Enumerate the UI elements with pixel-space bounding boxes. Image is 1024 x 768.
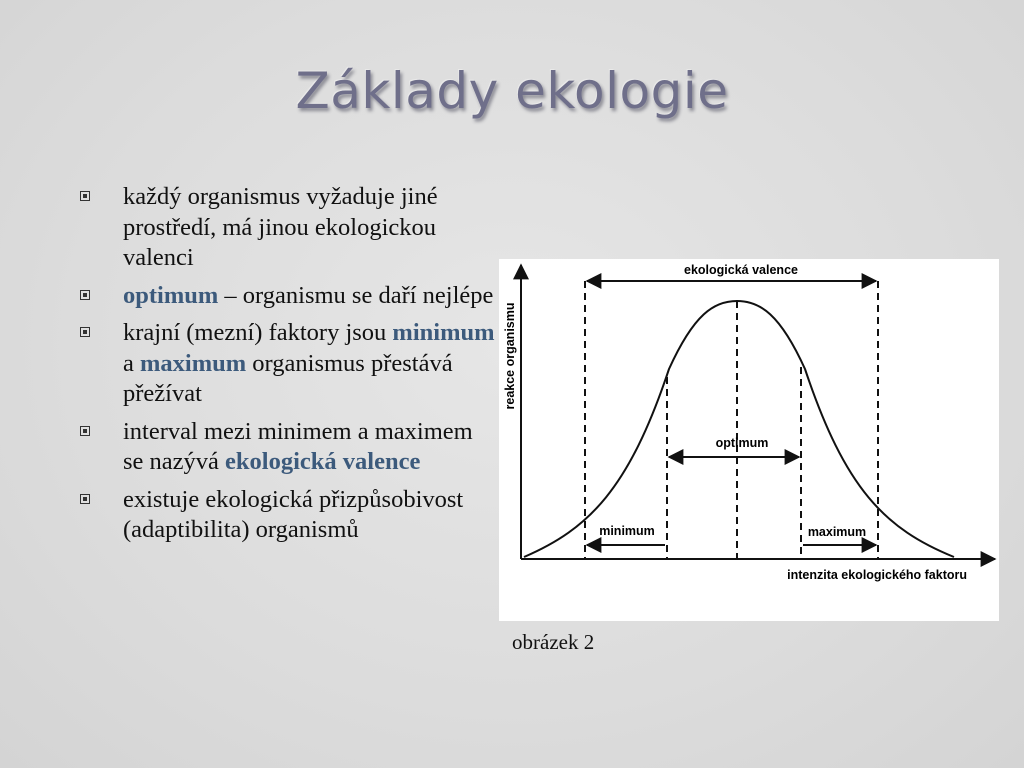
bullet-text: – organismu se daří nejlépe [218, 281, 494, 309]
bullet-item [78, 417, 498, 478]
bullet-list [78, 182, 498, 553]
bullet-text: každý organismus vyžaduje jiné prostředí, má jinou ekologickou valenci [123, 183, 438, 271]
x-axis-label: intenzita ekologického faktoru [787, 568, 967, 582]
bullet-item [78, 318, 498, 410]
bullet-text: organismus přestává přežívat [123, 349, 453, 407]
square-bullet-icon [80, 191, 90, 201]
bullet-emphasis: optimum [123, 281, 219, 309]
bullet-text: a [123, 349, 140, 377]
optimum-label: optimum [715, 436, 769, 450]
maximum-label: maximum [807, 525, 867, 539]
diagram-svg [499, 259, 999, 621]
ecological-valence-diagram [499, 259, 999, 621]
figure-caption: obrázek 2 [512, 630, 595, 654]
slide-title: Základy ekologie [295, 62, 729, 120]
bullet-text: existuje ekologická přizpůsobivost (adaptibilita) organismů [123, 485, 464, 543]
valence-label: ekologická valence [684, 263, 798, 277]
bullet-item [78, 281, 498, 312]
bullet-emphasis: minimum [392, 319, 495, 346]
bullet-item [78, 182, 498, 274]
square-bullet-icon [80, 327, 90, 337]
minimum-label: minimum [599, 524, 655, 538]
square-bullet-icon [80, 290, 90, 300]
bullet-text: krajní (mezní) faktory jsou [123, 319, 393, 346]
bullet-emphasis: ekologická valence [225, 448, 421, 475]
bullet-emphasis: maximum [140, 349, 247, 377]
square-bullet-icon [80, 494, 90, 504]
square-bullet-icon [80, 426, 90, 436]
response-curve [524, 301, 954, 557]
y-axis-label: reakce organismu [503, 302, 517, 410]
bullet-text: interval mezi minimem a maximem se nazývá [123, 417, 473, 475]
bullet-item [78, 485, 498, 546]
